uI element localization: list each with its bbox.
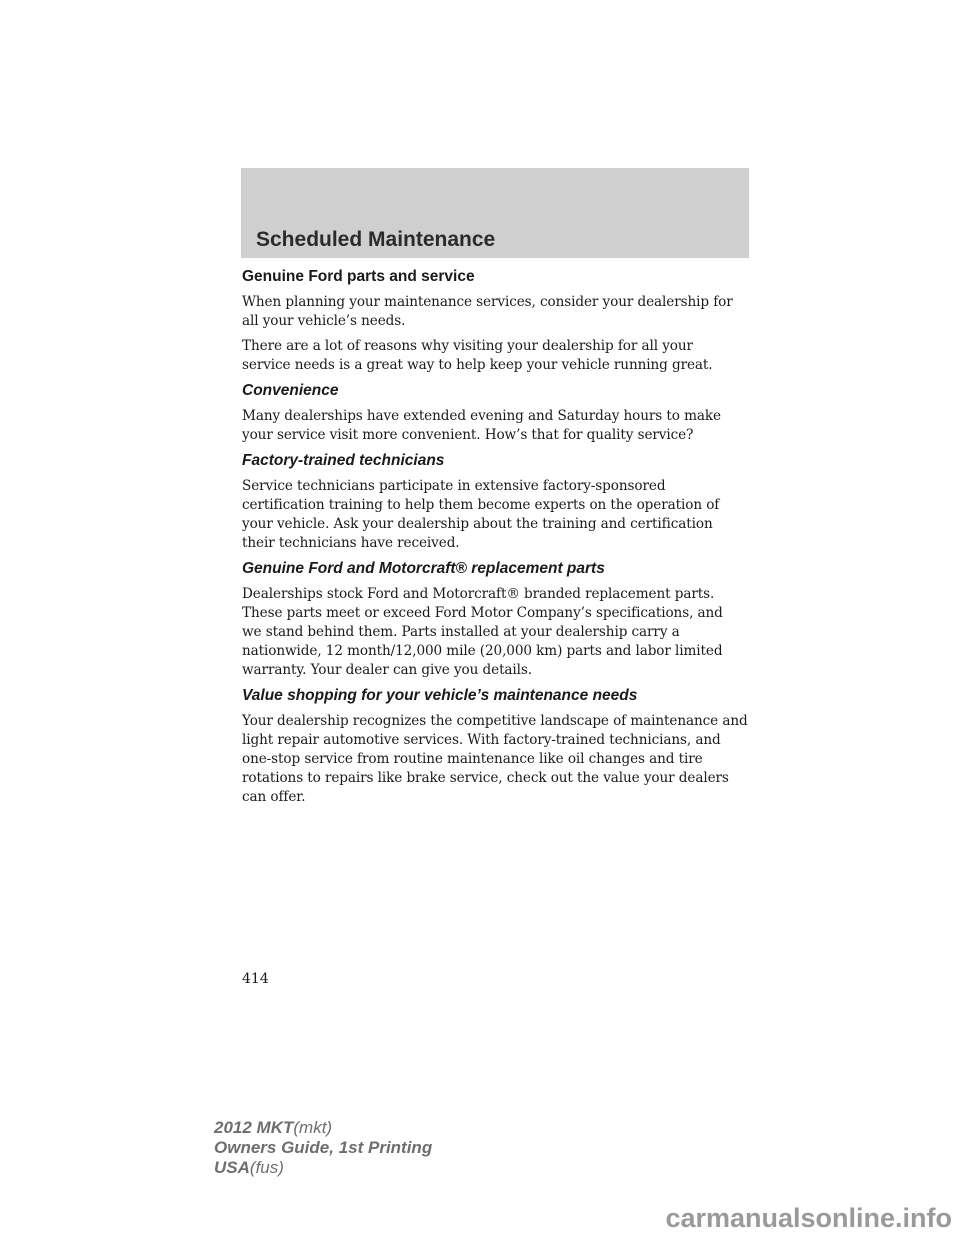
footer-region: USA bbox=[214, 1158, 250, 1177]
text-line: warranty. Your dealer can give you details. bbox=[242, 662, 533, 678]
footer-model-line bbox=[214, 1118, 432, 1138]
footer-guide-line bbox=[214, 1138, 432, 1158]
text-line: Your dealership recognizes the competitive landscape of maintenance and bbox=[242, 713, 748, 729]
subheading-value-shopping: Value shopping for your vehicle’s maintenance needs bbox=[242, 687, 638, 704]
text-line: certification training to help them become experts on the operation of bbox=[242, 497, 720, 513]
footer-region-code: (fus) bbox=[249, 1158, 284, 1177]
paragraph-factory-trained bbox=[242, 477, 750, 553]
text-line: light repair automotive services. With factory-trained technicians, and bbox=[242, 732, 721, 748]
paragraph-replacement-parts bbox=[242, 585, 750, 680]
page-content bbox=[242, 267, 750, 813]
text-line: Dealerships stock Ford and Motorcraft® branded replacement parts. bbox=[242, 586, 715, 602]
text-line: service needs is a great way to help keep your vehicle running great. bbox=[242, 357, 713, 373]
footer-region-line bbox=[214, 1158, 432, 1178]
text-line: nationwide, 12 month/12,000 mile (20,000 km) parts and labor limited bbox=[242, 643, 723, 659]
page-number: 414 bbox=[242, 971, 269, 987]
text-line: When planning your maintenance services, consider your dealership for bbox=[242, 294, 733, 310]
text-line: all your vehicle’s needs. bbox=[242, 313, 406, 329]
subheading-factory-trained: Factory-trained technicians bbox=[242, 452, 445, 469]
section-title: Scheduled Maintenance bbox=[256, 228, 496, 251]
paragraph-reasons bbox=[242, 337, 750, 375]
text-line: their technicians have received. bbox=[242, 535, 460, 551]
site-watermark: carmanualsonline.info bbox=[665, 1203, 952, 1233]
subheading-convenience: Convenience bbox=[242, 382, 339, 399]
print-footer bbox=[214, 1118, 432, 1178]
text-line: Many dealerships have extended evening and Saturday hours to make bbox=[242, 408, 721, 424]
text-line: There are a lot of reasons why visiting your dealership for all your bbox=[242, 338, 693, 354]
text-line: your service visit more convenient. How’s that for quality service? bbox=[242, 427, 694, 443]
paragraph-convenience bbox=[242, 407, 750, 445]
text-line: your vehicle. Ask your dealership about the training and certification bbox=[242, 516, 713, 532]
paragraph-value-shopping bbox=[242, 712, 750, 807]
text-line: can offer. bbox=[242, 789, 306, 805]
subheading-replacement-parts: Genuine Ford and Motorcraft® replacement parts bbox=[242, 560, 605, 577]
text-line: one-stop service from routine maintenance like oil changes and tire bbox=[242, 751, 703, 767]
footer-model-code: (mkt) bbox=[293, 1118, 333, 1137]
footer-guide: Owners Guide, 1st Printing bbox=[214, 1138, 433, 1157]
text-line: These parts meet or exceed Ford Motor Company’s specifications, and bbox=[242, 605, 723, 621]
heading-genuine-ford-parts-service: Genuine Ford parts and service bbox=[242, 268, 475, 285]
text-line: Service technicians participate in extensive factory-sponsored bbox=[242, 478, 666, 494]
footer-model: 2012 MKT bbox=[214, 1118, 294, 1137]
text-line: rotations to repairs like brake service, check out the value your dealers bbox=[242, 770, 729, 786]
paragraph-planning bbox=[242, 293, 750, 331]
text-line: we stand behind them. Parts installed at your dealership carry a bbox=[242, 624, 680, 640]
